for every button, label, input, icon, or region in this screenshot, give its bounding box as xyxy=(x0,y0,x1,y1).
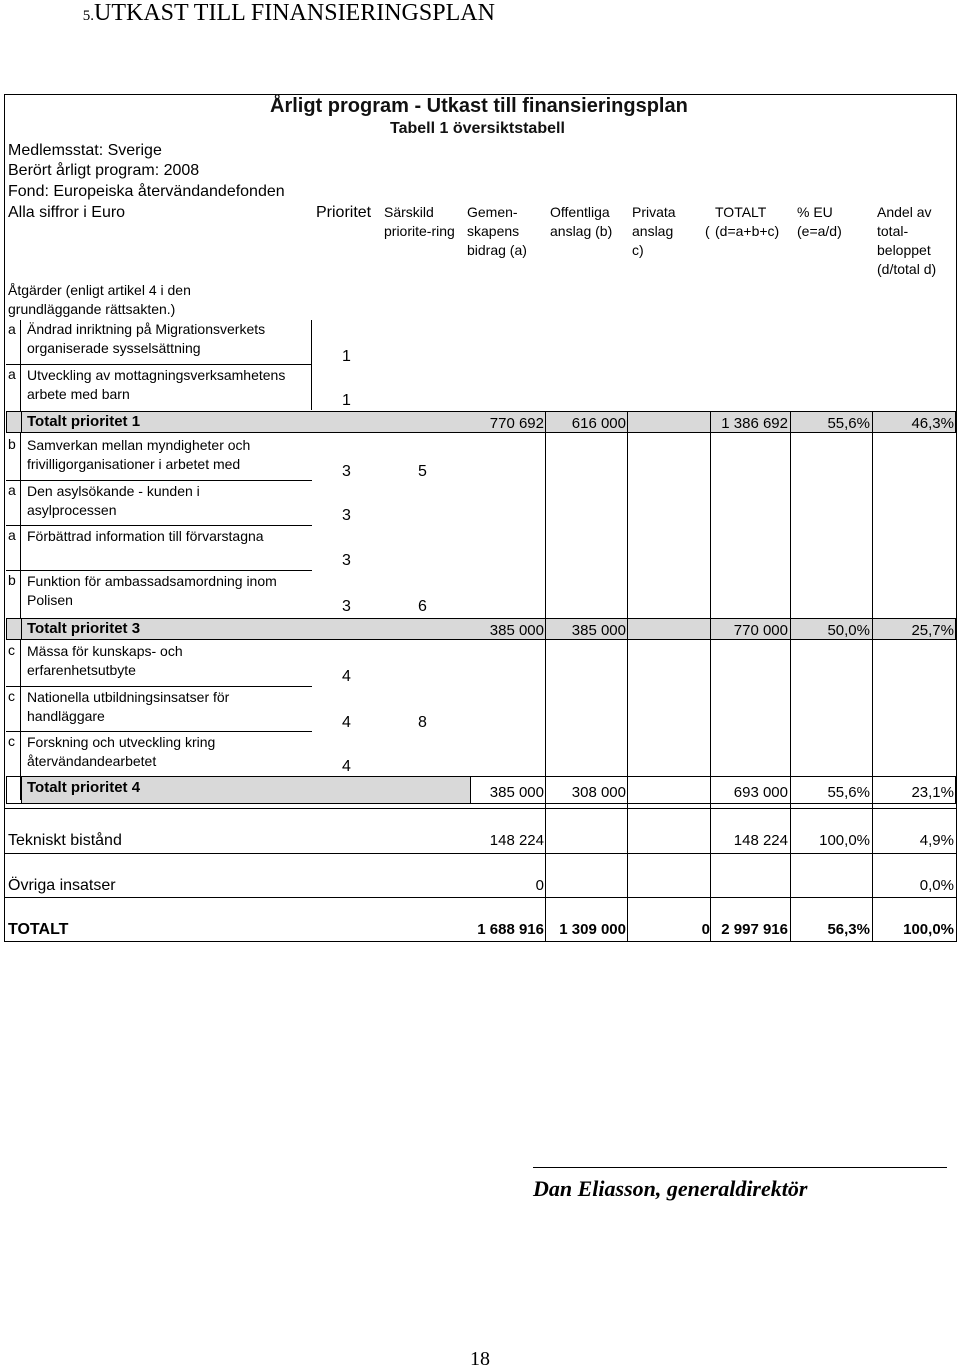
col-offentliga: Offentliga anslag (b) xyxy=(550,204,613,239)
code-divider xyxy=(20,320,21,800)
row-prioritet: 4 xyxy=(342,714,351,731)
total-andel: 23,1% xyxy=(911,784,954,801)
row-prioritet: 3 xyxy=(342,463,351,480)
grand-total-andel: 100,0% xyxy=(903,921,954,938)
col-divider xyxy=(790,411,791,942)
total-totalt: 1 386 692 xyxy=(721,415,788,432)
meta-member-state: Medlemsstat: Sverige xyxy=(8,142,162,159)
row-code: a xyxy=(8,527,16,543)
meta-fund: Fond: Europeiska återvändandefonden xyxy=(8,183,285,200)
row-divider xyxy=(4,897,957,898)
grand-total-label: TOTALT xyxy=(8,921,69,938)
row-label: Samverkan mellan myndigheter och frivilligorganisationer i arbetet med xyxy=(27,437,251,472)
row-label: Nationella utbildningsinsatser för handläggare xyxy=(27,689,230,724)
other-measures-andel: 0,0% xyxy=(919,877,954,894)
grand-total-totalt: 2 997 916 xyxy=(721,921,788,938)
row-divider xyxy=(6,731,312,732)
row-sarskild: 5 xyxy=(418,463,427,480)
row-prioritet: 4 xyxy=(342,668,351,685)
total-totalt: 770 000 xyxy=(733,622,788,639)
col-totalt: TOTALT (d=a+b+c) xyxy=(715,204,780,239)
row-code: c xyxy=(8,642,15,658)
row-prioritet: 1 xyxy=(342,392,351,409)
grand-total-gemenskap: 1 688 916 xyxy=(477,921,544,938)
signature-line xyxy=(533,1167,947,1168)
row-prioritet: 3 xyxy=(342,507,351,524)
total-eu: 55,6% xyxy=(827,415,870,432)
row-code: a xyxy=(8,321,16,337)
row-label: Förbättrad information till förvarstagna xyxy=(27,528,264,544)
total-totalt: 693 000 xyxy=(733,784,788,801)
row-code: c xyxy=(8,733,15,749)
row-code: b xyxy=(8,572,16,588)
signature: Dan Eliasson, generaldirektör xyxy=(533,1176,808,1201)
col-divider xyxy=(872,411,873,942)
row-divider xyxy=(6,570,312,571)
col-eu: % EU (e=a/d) xyxy=(797,204,842,239)
total-gemenskap: 385 000 xyxy=(489,622,544,639)
col-sarskild: Särskild priorite-ring xyxy=(384,204,455,239)
row-divider xyxy=(6,480,312,481)
row-label: Utveckling av mottagningsverksamhetens arbete med barn xyxy=(27,367,286,402)
row-divider xyxy=(6,364,312,365)
col-gemenskap: Gemen- skapens bidrag (a) xyxy=(467,204,527,258)
row-label: Den asylsökande - kunden i asylprocessen xyxy=(27,483,200,518)
meta-program: Berört årligt program: 2008 xyxy=(8,162,200,179)
col-divider xyxy=(710,411,711,942)
total-gemenskap: 770 692 xyxy=(489,415,544,432)
row-label: Funktion för ambassadsamordning inom Polisen xyxy=(27,573,277,608)
total-label: Totalt prioritet 4 xyxy=(27,779,141,796)
section-number: 5. xyxy=(82,8,94,24)
row-divider xyxy=(6,525,312,526)
total-gemenskap: 385 000 xyxy=(489,784,544,801)
total-eu: 50,0% xyxy=(827,622,870,639)
page-number: 18 xyxy=(470,1348,490,1370)
row-label: Forskning och utveckling kring återvändandearbetet xyxy=(27,734,216,769)
row-sarskild: 6 xyxy=(418,598,427,615)
atgarder-label: Åtgärder (enligt artikel 4 i den grundläggande rättsakten.) xyxy=(8,282,191,317)
col-paren: ( xyxy=(705,223,710,239)
grand-total-eu: 56,3% xyxy=(827,921,870,938)
row-label: Ändrad inriktning på Migrationsverkets organiserade sysselsättning xyxy=(27,321,266,356)
total-offentliga: 616 000 xyxy=(571,415,626,432)
technical-assistance-eu: 100,0% xyxy=(819,832,870,849)
row-prioritet: 3 xyxy=(342,552,351,569)
row-prioritet: 1 xyxy=(342,348,351,365)
row-prioritet: 3 xyxy=(342,598,351,615)
col-divider xyxy=(545,411,546,942)
col-andel: Andel av total- beloppet (d/total d) xyxy=(877,204,937,277)
technical-assistance-label: Tekniskt bistånd xyxy=(8,832,122,849)
technical-assistance-gemenskap: 148 224 xyxy=(489,832,544,849)
table-title: Årligt program - Utkast till finansieringsplan xyxy=(270,95,688,117)
row-divider xyxy=(6,686,312,687)
row-prioritet: 4 xyxy=(342,758,351,775)
col-prioritet: Prioritet xyxy=(316,204,372,221)
row-code: a xyxy=(8,366,16,382)
total-eu: 55,6% xyxy=(827,784,870,801)
total-offentliga: 308 000 xyxy=(571,784,626,801)
grand-total-offentliga: 1 309 000 xyxy=(559,921,626,938)
section-divider xyxy=(4,808,957,809)
grand-total-privata: 0 xyxy=(701,921,710,938)
total-andel: 46,3% xyxy=(911,415,954,432)
table-subtitle: Tabell 1 översiktstabell xyxy=(390,120,565,137)
total-offentliga: 385 000 xyxy=(571,622,626,639)
total-label: Totalt prioritet 3 xyxy=(27,620,141,637)
col-divider xyxy=(627,411,628,942)
technical-assistance-andel: 4,9% xyxy=(919,832,954,849)
row-sarskild: 8 xyxy=(418,714,427,731)
technical-assistance-totalt: 148 224 xyxy=(733,832,788,849)
row-code: c xyxy=(8,688,15,704)
section-title: UTKAST TILL FINANSIERINGSPLAN xyxy=(94,0,495,26)
total-andel: 25,7% xyxy=(911,622,954,639)
col-privata: Privata anslag c) xyxy=(632,204,676,258)
total-label: Totalt prioritet 1 xyxy=(27,413,141,430)
row-label: Mässa för kunskaps- och erfarenhetsutbyte xyxy=(27,643,183,678)
row-code: b xyxy=(8,436,16,452)
section-heading xyxy=(6,0,495,27)
meta-currency: Alla siffror i Euro xyxy=(8,204,126,221)
row-divider xyxy=(4,853,957,854)
other-measures-label: Övriga insatser xyxy=(8,877,116,894)
other-measures-gemenskap: 0 xyxy=(535,877,544,894)
row-code: a xyxy=(8,482,16,498)
